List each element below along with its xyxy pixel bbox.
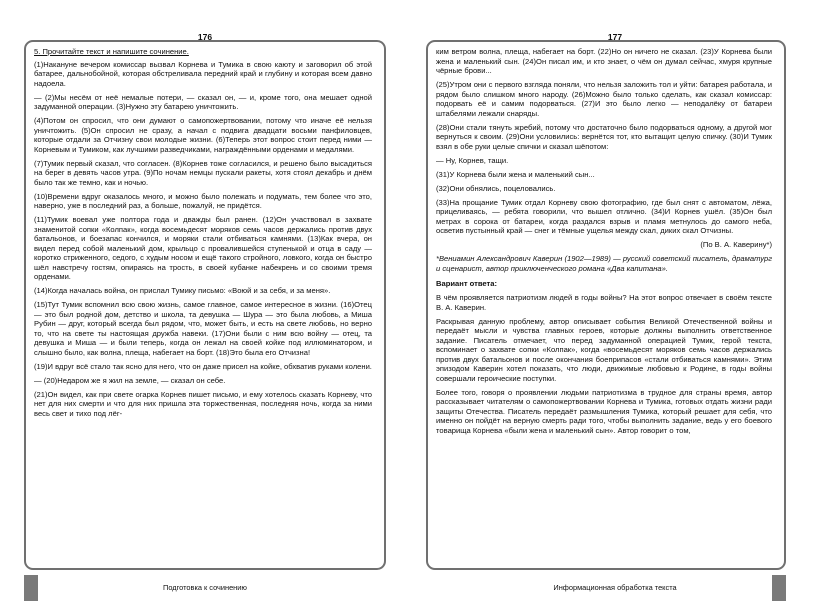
page-number: 176 — [197, 32, 213, 42]
answer-paragraph: Более того, говоря о проявлении людьми патриотизма в трудное для страны время, автор рассказывает читателям о самопожертвовании Корнева и Тумика, готовых отдать жизни ради защиты Отечества. Писатель передаёт размышления Тумика, который решает для себя, что именно он пойдёт на верную смерть ради того, чтобы выполнить задание, ведь у его боевого товарища Корнева «были жена и маленький сын». Автор говорит о том, — [436, 387, 772, 435]
text-paragraph: (7)Тумик первый сказал, что согласен. (8)Корнев тоже согласился, и решено было высадиться на берег в девять часов утра. (9)По ночам немцы пускали ракеты, хотя стоял декабрь и днём было так же темно, как и ночью. — [34, 158, 372, 187]
page-content — [436, 47, 772, 560]
text-paragraph: — (20)Недаром же я жил на земле, — сказал он себе. — [34, 375, 226, 385]
page-number: 177 — [607, 32, 623, 42]
text-paragraph: (33)На прощание Тумик отдал Корневу свою фотографию, где был снят с автоматом, лёжа, прицеливаясь, — ребята говорили, что вышел отлично. (34)И Корнев ушёл. (35)Он был метрах в сорока от батареи, когда раздался взрыв и пламя метнулось до самого неба, осветив пустынный край — снег и тёмные ущелья между скал, диких скал Отчизны. — [436, 197, 772, 235]
page-content — [34, 47, 372, 560]
text-paragraph: (25)Утром они с первого взгляда поняли, что нельзя заложить тол и уйти: батарея работала, и рядом было слишком много народу. (26)Можно было только сделать, как сказал комиссар: подорвать её и самим подорваться. (27)И это было легко — неподалёку от батареи штабелями лежали снаряды. — [436, 80, 772, 118]
text-paragraph: (1)Накануне вечером комиссар вызвал Корнева и Тумика в свою каюту и заговорил об этой батарее, дальнобойной, которая обстреливала передний край и глубину и которая всем давно надоела. — [34, 59, 372, 88]
text-paragraph: (31)У Корнева были жена и маленький сын... — [436, 169, 595, 179]
right-page — [410, 0, 820, 601]
author-footnote: *Вениамин Александрович Каверин (1902—1989) — русский советский писатель, драматург и сценарист, автор приключенческого романа «Два капитана». — [436, 254, 772, 273]
text-paragraph: (19)И вдруг всё стало так ясно для него, что он даже присел на койке, обхватив руками колени. — [34, 361, 372, 371]
answer-heading: Вариант ответа: — [436, 279, 497, 288]
text-paragraph: (15)Тут Тумик вспомнил всю свою жизнь, самое главное, самое интересное в жизни. (16)Отец — это был родной дом, детство и школа, та девушка — Шура — это была любовь, а Миша Рубин — друг, который всегда был рядом, что, может быть, и есть на свете любовь, но верно то, что на свете ты настоящая дружба навеки. (17)Они были с ним всю войну — отец, та девушка и Миша — и были теперь, когда он лежал на своей койке под иллюминатором, и слышно было, как волна, плеща, набегает на борт. (18)Это была его Отчизна! — [34, 300, 372, 357]
answer-paragraph: В чём проявляется патриотизм людей в годы войны? На этот вопрос отвечает в своём тексте В. А. Каверин. — [436, 293, 772, 312]
page-footer: Информационная обработка текста — [553, 583, 677, 592]
text-paragraph: (14)Когда началась война, он прислал Тумику письмо: «Воюй и за себя, и за меня». — [34, 286, 331, 295]
source-attribution: (По В. А. Каверину*) — [700, 240, 772, 249]
text-paragraph: (21)Он видел, как при свете огарка Корнев пишет письмо, и ему хотелось сказать Корневу, что нет для них смерти и что для них пришла эта торжественная, последняя ночь, когда за ними весь свет и тихо под лёг- — [34, 389, 372, 418]
text-paragraph: — Ну, Корнев, тащи. — [436, 155, 509, 165]
answer-paragraph: Раскрывая данную проблему, автор описывает события Великой Отечественной войны и передаёт мысли и чувства главных героев, которые должны выполнить ответственное задание. Писатель отмечает, что перед задуманной операцией Тумик, герой текста, вспоминает о захвате сопки «Колпак», когда «восемьдесят моряков семь часов держались против двух батальонов и после окончания боеприпасов «стали отбиваться камнями». Этим эпизодом Каверин хотел показать, что люди, движимые любовью к Родине, в годы войны совершали героические поступки. — [436, 316, 772, 383]
page-footer: Подготовка к сочинению — [163, 583, 247, 592]
text-paragraph: (4)Потом он спросил, что они думают о самопожертвовании, потому что иначе её нельзя уничтожить. (5)Он спросил не сразу, а начал с подвига двадцати восьми панфиловцев, которые отдали за Отчизну свои молодые жизни. (6)Теперь этот вопрос стоит перед ними — Корневым и Тумиком, как лучшими разведчиками, награждёнными орденами и медалями. — [34, 116, 372, 154]
task-title: 5. Прочитайте текст и напишите сочинение. — [34, 47, 189, 56]
text-paragraph: (32)Они обнялись, поцеловались. — [436, 183, 556, 193]
text-paragraph: (11)Тумик воевал уже полтора года и дважды был ранен. (12)Он участвовал в захвате знаменитой сопки «Колпак», когда восемьдесят моряков семь часов держались против двух батальонов, и боезапас кончился, и моряки стали отбиваться камнями. (13)Как вчера, он видел перед собой маленький дом, крыльцо с провалившейся ступенькой и отца в саду — коротко стриженного, седого, с худым носом и ещё такого стройного, ловкого, когда он быстро шёл навстречу гостям, опираясь на трость, в своей кубанке набекрень и со своими тремя орденами. — [34, 215, 372, 281]
text-paragraph: ким ветром волна, плеща, набегает на борт. (22)Но он ничего не сказал. (23)У Корнева были жена и маленький сын. (24)Он писал им, и кто знает, о чём он думал сейчас, хмуря крупные чёрные брови... — [436, 47, 772, 75]
text-paragraph: (28)Они стали тянуть жребий, потому что достаточно было подорваться одному, а другой мог вернуться к своим. (29)Они условились: вернётся тот, кто вытащит целую спичку. (30)И Тумик взял в обе руки целые спички и сказал шёпотом: — [436, 122, 772, 151]
text-paragraph: (10)Времени вдруг оказалось много, и можно было полежать и подумать, тем более что это, наверно, уже в последний раз, а больше, пожалуй, не придётся. — [34, 191, 372, 210]
text-paragraph: — (2)Мы несём от неё немалые потери, — сказал он, — и, кроме того, она мешает одной задуманной операции. (3)Нужно эту батарею уничтожить. — [34, 92, 372, 111]
